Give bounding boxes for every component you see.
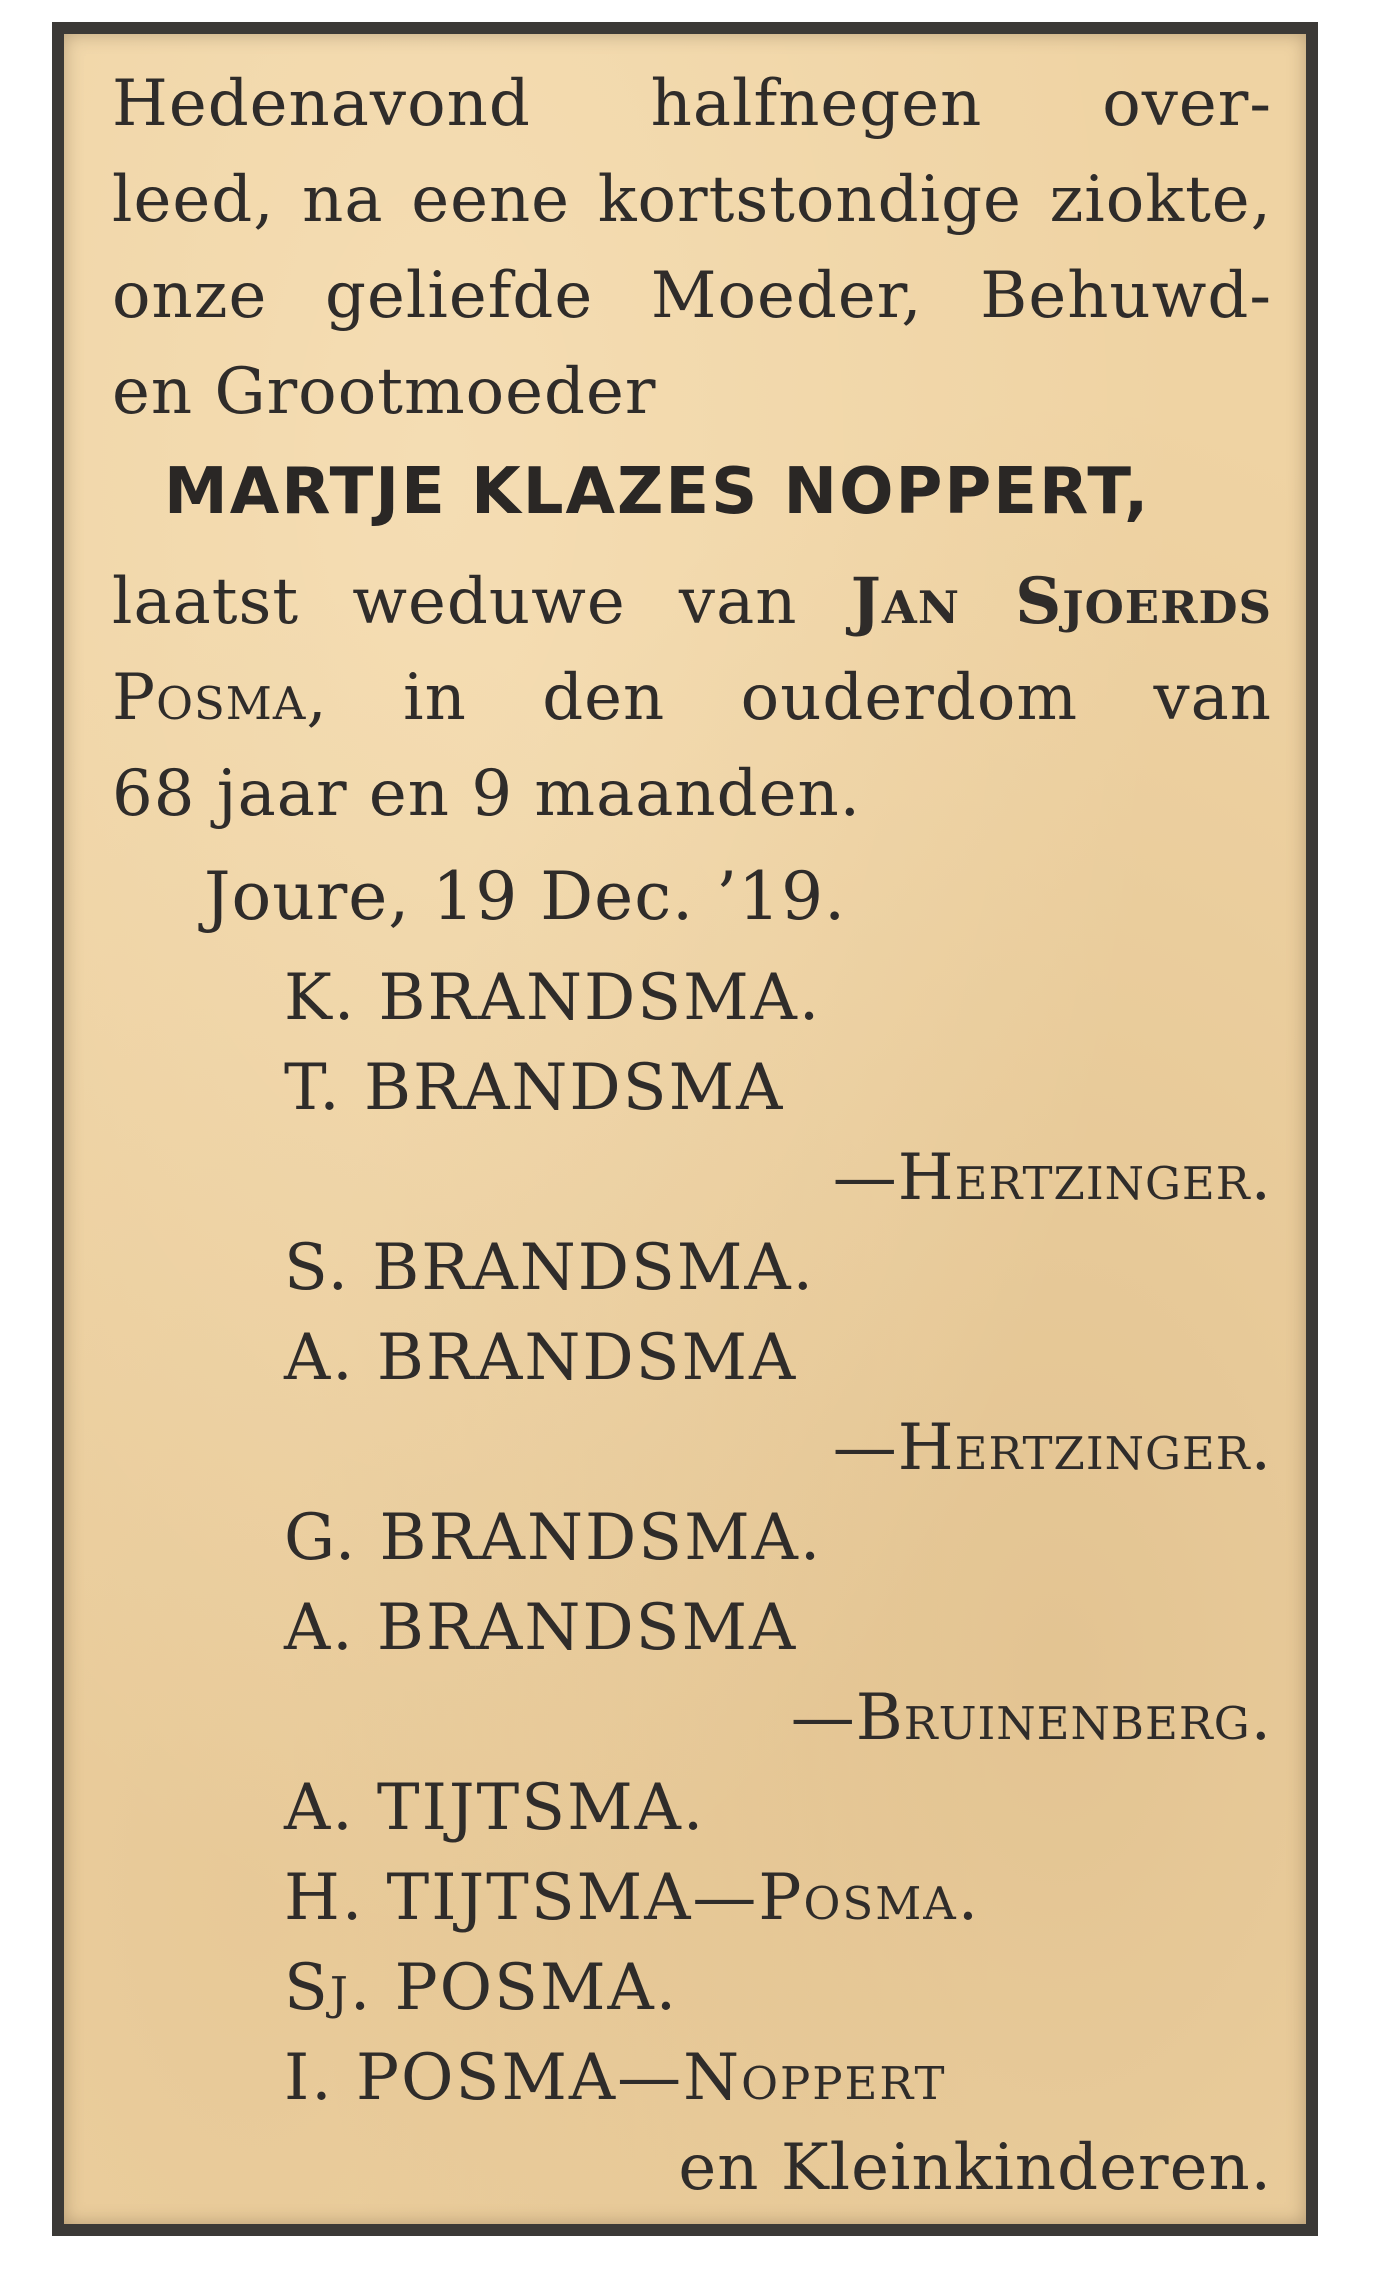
signatory-4-suffix: —Hertzinger. xyxy=(832,1411,1272,1485)
intro-line-2: leed, na eene kortstondige ziokte, xyxy=(112,163,1272,237)
signatory-9-prefix: Sj xyxy=(284,1951,350,2025)
signatory-8 xyxy=(284,1861,981,1935)
signatory-9 xyxy=(284,1951,679,2025)
signatory-10-name: I. POSMA xyxy=(284,2041,618,2115)
intro-line-1: Hedenavond halfnegen over- xyxy=(112,67,1272,141)
signatory-7: A. TIJTSMA. xyxy=(284,1771,706,1845)
signatory-8-suffix: —Posma. xyxy=(692,1861,981,1935)
age-line: 68 jaar en 9 maanden. xyxy=(112,757,861,831)
husband-name-last: Posma xyxy=(112,661,307,735)
signatory-6: A. BRANDSMA xyxy=(284,1591,798,1665)
signatory-9-name: . POSMA. xyxy=(349,1951,679,2025)
signatory-3: S. BRANDSMA. xyxy=(284,1231,815,1305)
place-date: Joure, 19 Dec. ’19. xyxy=(204,858,847,935)
signatory-4: A. BRANDSMA xyxy=(284,1321,798,1395)
intro-line-4: en Grootmoeder xyxy=(112,355,657,429)
signatory-8-name: H. TIJTSMA xyxy=(284,1861,693,1935)
signatory-5: G. BRANDSMA. xyxy=(284,1501,823,1575)
signatory-2-suffix: —Hertzinger. xyxy=(832,1141,1272,1215)
widow-line-1-text: laatst weduwe van xyxy=(112,565,851,639)
signatory-1: K. BRANDSMA. xyxy=(284,961,822,1035)
signatory-2: T. BRANDSMA xyxy=(284,1051,785,1125)
signatory-10-suffix: —Noppert xyxy=(617,2041,947,2115)
deceased-name: MARTJE KLAZES NOPPERT, xyxy=(164,455,1151,529)
widow-line-2-text: , in den ouderdom van xyxy=(306,661,1272,735)
signatory-10 xyxy=(284,2041,947,2115)
widow-line-1 xyxy=(112,564,1272,639)
intro-line-3: onze geliefde Moeder, Behuwd- xyxy=(112,259,1272,333)
signatory-6-suffix: —Bruinenberg. xyxy=(790,1681,1272,1755)
closing-line: en Kleinkinderen. xyxy=(678,2131,1272,2205)
death-notice-clipping xyxy=(52,22,1318,2236)
husband-name-first: Jan Sjoerds xyxy=(850,564,1272,639)
widow-line-2 xyxy=(112,661,1272,735)
